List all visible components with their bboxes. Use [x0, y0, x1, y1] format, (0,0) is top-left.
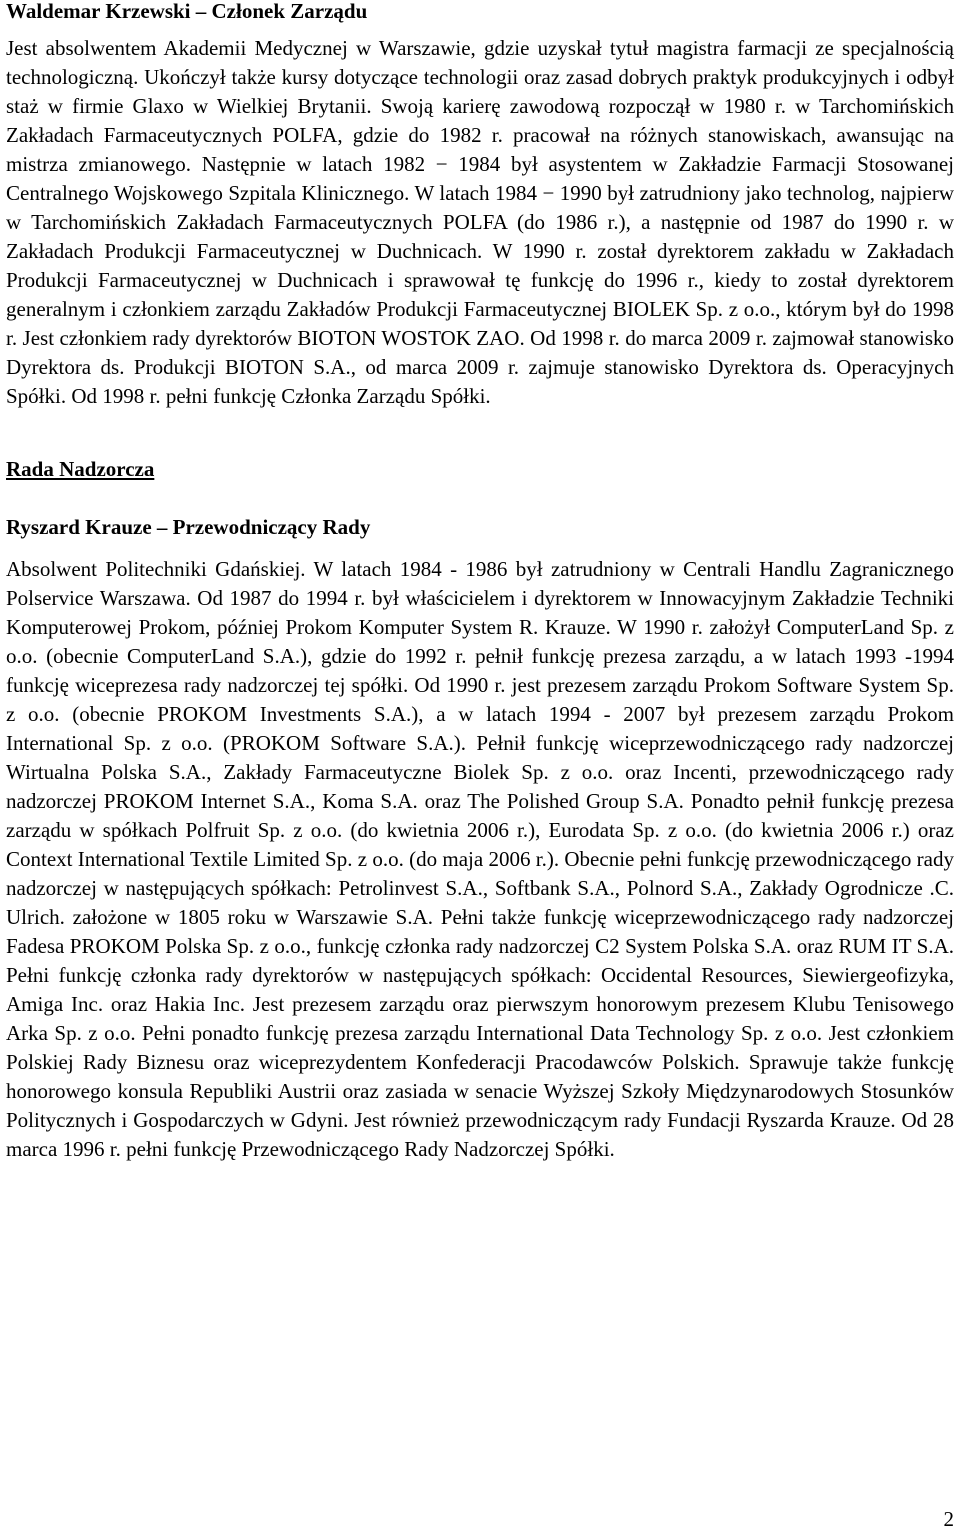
bio-paragraph-krzewski: Jest absolwentem Akademii Medycznej w Warszawie, gdzie uzyskał tytuł magistra farmacji ze specjalnością technologiczną. Ukończył także kursy dotyczące technologii oraz zasad dobrych praktyk produkcyjnych i odbył staż w firmie Glaxo w Wielkiej Brytanii. Swoją karierę zawodową rozpoczął w 1980 r. w Tarchomińskich Zakładach Farmaceutycznych POLFA, gdzie do 1982 r. pracował na różnych stanowiskach, awansując na mistrza zmianowego. Następnie w latach 1982 − 1984 był asystentem w Zakładzie Farmacji Stosowanej Centralnego Wojskowego Szpitala Klinicznego. W latach 1984 − 1990 był zatrudniony jako technolog, najpierw w Tarchomińskich Zakładach Farmaceutycznych POLFA (do 1986 r.), a następnie od 1987 do 1990 r. w Zakładach Produkcji Farmaceutycznej w Duchnicach. W 1990 r. został dyrektorem zakładu w Zakładach Produkcji Farmaceutycznej w Duchnicach i sprawował tę funkcję do 1996 r., kiedy to został dyrektorem generalnym i członkiem zarządu Zakładów Produkcji Farmaceutycznej BIOLEK Sp. z o.o., którym był do 1998 r. Jest członkiem rady dyrektorów BIOTON WOSTOK ZAO. Od 1998 r. do marca 2009 r. zajmował stanowisko Dyrektora ds. Produkcji BIOTON S.A., od marca 2009 r. zajmuje stanowisko Dyrektora ds. Operacyjnych Spółki. Od 1998 r. pełni funkcję Członka Zarządu Spółki.: [6, 36, 954, 408]
document-page: [6, 0, 954, 1164]
page-number: 2: [943, 1507, 954, 1531]
section-title-supervisory-board: Rada Nadzorcza: [6, 457, 155, 481]
person-heading-krzewski: Waldemar Krzewski – Członek Zarządu: [6, 0, 368, 23]
bio-paragraph-krauze: Absolwent Politechniki Gdańskiej. W latach 1984 - 1986 był zatrudniony w Centrali Handlu Zagranicznego Polservice Warszawa. Od 1987 do 1994 r. był właścicielem i dyrektorem w Innowacyjnym Zakładzie Techniki Komputerowej Prokom, później Prokom Komputer System R. Krauze. W 1990 r. założył ComputerLand Sp. z o.o. (obecnie ComputerLand S.A.), gdzie do 1992 r. pełnił funkcję prezesa zarządu, a w latach 1993 -1994 funkcję wiceprezesa rady nadzorczej tej spółki. Od 1990 r. jest prezesem zarządu Prokom Software System Sp. z o.o. (obecnie PROKOM Investments S.A.), a w latach 1994 - 2007 był prezesem zarządu Prokom International Sp. z o.o. (PROKOM Software S.A.). Pełnił funkcję wiceprzewodniczącego rady nadzorczej Wirtualna Polska S.A., Zakłady Farmaceutyczne Biolek Sp. z o.o. oraz Incenti, przewodniczącego rady nadzorczej PROKOM Internet S.A., Koma S.A. oraz The Polished Group S.A. Ponadto pełnił funkcję prezesa zarządu w spółkach Polfruit Sp. z o.o. (do kwietnia 2006 r.), Eurodata Sp. z o.o. (do kwietnia 2006 r.) oraz Context International Textile Limited Sp. z o.o. (do maja 2006 r.). Obecnie pełni funkcję przewodniczącego rady nadzorczej w następujących spółkach: Petrolinvest S.A., Softbank S.A., Polnord S.A., Zakłady Ogrodnicze .C. Ulrich. założone w 1805 roku w Warszawie S.A. Pełni także funkcję wiceprzewodniczącego rady nadzorczej Fadesa PROKOM Polska Sp. z o.o., funkcję członka rady nadzorczej C2 System Polska S.A. oraz RUM IT S.A. Pełni funkcję członka rady dyrektorów w następujących spółkach: Occidental Resources, Siewiergeofizyka, Amiga Inc. oraz Hakia Inc. Jest prezesem zarządu oraz pierwszym honorowym prezesem Klubu Tenisowego Arka Sp. z o.o. Pełni ponadto funkcję prezesa zarządu International Data Technology Sp. z o.o. Jest członkiem Polskiej Rady Biznesu oraz wiceprezydentem Konfederacji Pracodawców Polskich. Sprawuje także funkcję honorowego konsula Republiki Austrii oraz zasiada w senacie Wyższej Szkoły Międzynarodowych Stosunków Politycznych i Gospodarczych w Gdyni. Jest również przewodniczącym rady Fundacji Ryszarda Krauze. Od 28 marca 1996 r. pełni funkcję Przewodniczącego Rady Nadzorczej Spółki.: [6, 557, 954, 1161]
person-heading-krauze: Ryszard Krauze – Przewodniczący Rady: [6, 515, 371, 539]
